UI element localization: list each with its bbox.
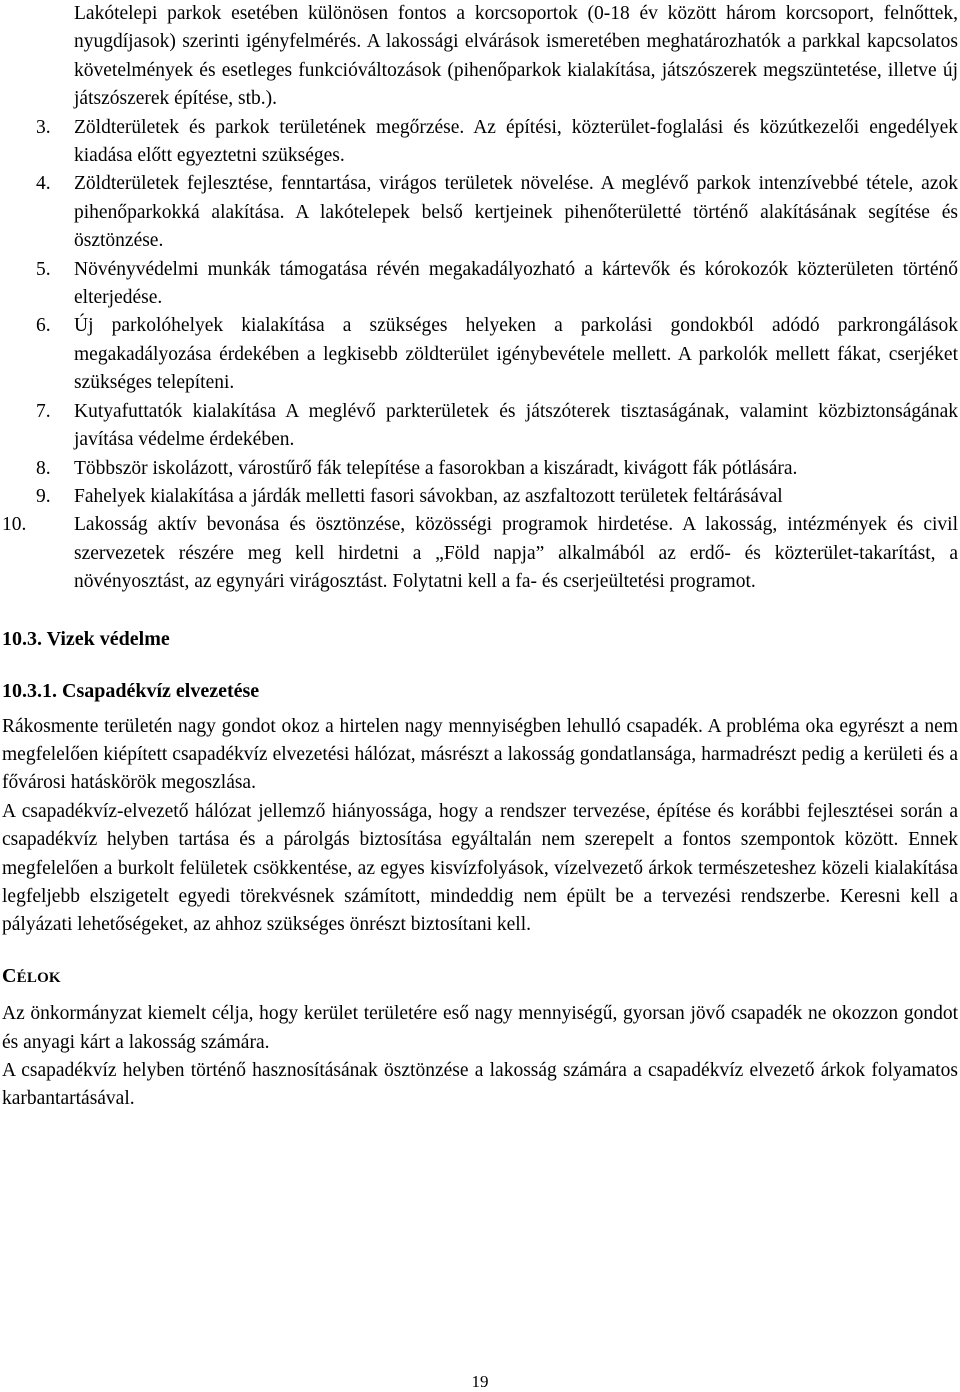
list-item: [2, 312, 958, 397]
list-number: 6.: [36, 315, 51, 337]
list-item: [2, 256, 958, 313]
list-text: Zöldterületek fejlesztése, fenntartása, virágos területek növelése. A meglévő parkok intenzívebbé tétele, azok pihenőparkokká alakítása. A lakótelepek belső kertjeinek pihenőterületté történő alakításának segítése és ösztönzése.: [74, 173, 958, 252]
subsection-heading: 10.3.1. Csapadékvíz elvezetése: [2, 679, 260, 702]
goal-paragraph: A csapadékvíz helyben történő hasznosításának ösztönzése a lakosság számára a csapadékvíz elvezető árkok folyamatos karbantartásával.: [2, 1060, 958, 1110]
list-text: Növényvédelmi munkák támogatása révén megakadályozható a kártevők és kórokozók közterületen történő elterjedése.: [74, 258, 958, 309]
numbered-list: [2, 114, 958, 597]
list-text: Többször iskolázott, várostűrő fák telepítése a fasorokban a kiszáradt, kivágott fák pótlására.: [74, 457, 798, 479]
goal-title: CÉLOK: [2, 964, 61, 987]
list-number: 9.: [36, 485, 51, 507]
list-number: 7.: [36, 400, 51, 422]
body-paragraph: Rákosmente területén nagy gondot okoz a hirtelen nagy mennyiségben lehulló csapadék. A probléma oka egyrészt a nem megfelelően kiépített csapadékvíz elvezetési hálózat, másrészt a lakosság gondatlansága, harmadrészt pedig a kerületi és a fővárosi hatáskörök megoszlása.: [2, 715, 958, 794]
list-text: Fahelyek kialakítása a járdák melletti fasori sávokban, az aszfaltozott területek feltárásával: [74, 485, 783, 507]
list-item: [2, 511, 958, 596]
list-number: 8.: [36, 457, 51, 479]
list-text: Kutyafuttatók kialakítása A meglévő parkterületek és játszóterek tisztaságának, valamint közbiztonságának javítása védelme érdekében.: [74, 400, 958, 451]
list-item: [2, 455, 958, 483]
list-number: 3.: [36, 116, 51, 138]
list-number: 10.: [2, 514, 27, 536]
goal-paragraph: Az önkormányzat kiemelt célja, hogy kerület területére eső nagy mennyiségű, gyorsan jövő csapadék ne okozzon gondot és anyagi kárt a lakosság számára.: [2, 1003, 958, 1053]
section-heading: 10.3. Vizek védelme: [2, 627, 170, 650]
list-item: [2, 398, 958, 455]
list-item: [2, 170, 958, 255]
body-paragraph: A csapadékvíz-elvezető hálózat jellemző hiányossága, hogy a rendszer tervezése, építése és korábbi fejlesztései során a csapadékvíz helyben tartása és a párolgás biztosítása egyáltalán nem szerepelt a fontos szempontok között. Ennek megfelelően a burkolt felületek csökkentése, az egyes kisvízfolyások, vízelvezető árkok természeteshez közeli kialakítása legfeljebb elszigetelt egyedi törekvésnek számított, mindeddig nem épült be a tervezési rendszerbe. Keresni kell a pályázati lehetőségeket, az ahhoz szükséges önrészt biztosítani kell.: [2, 800, 958, 936]
list-item: [2, 483, 958, 511]
intro-paragraph: Lakótelepi parkok esetében különösen fontos a korcsoportok (0-18 év között három korcsoport, felnőttek, nyugdíjasok) szerinti igényfelmérés. A lakossági elvárások ismeretében meghatározhatók a parkkal kapcsolatos követelmények és esetleges funkcióváltozások (pihenőparkok kialakítása, játszószerek megszüntetése, illetve új játszószerek építése, stb.).: [74, 3, 958, 110]
page-number: 19: [471, 1372, 489, 1391]
list-text: Lakosság aktív bevonása és ösztönzése, közösségi programok hirdetése. A lakosság, intézmények és civil szervezetek részére meg kell hirdetni a „Föld napja” alkalmából az erdő- és közterület-takarítást, a növényosztást, az egynyári virágosztást. Folytatni kell a fa- és cserjeültetési programot.: [74, 514, 958, 593]
list-number: 4.: [36, 173, 51, 195]
list-item: [2, 114, 958, 171]
list-number: 5.: [36, 258, 51, 280]
list-text: Zöldterületek és parkok területének megőrzése. Az építési, közterület-foglalási és közútkezelői engedélyek kiadása előtt egyeztetni szükséges.: [74, 116, 958, 167]
list-text: Új parkolóhelyek kialakítása a szükséges helyeken a parkolási gondokból adódó parkrongálások megakadályozása érdekében a legkisebb zöldterület igénybevétele mellett. A parkolók mellett fákat, cserjéket szükséges telepíteni.: [74, 315, 958, 394]
